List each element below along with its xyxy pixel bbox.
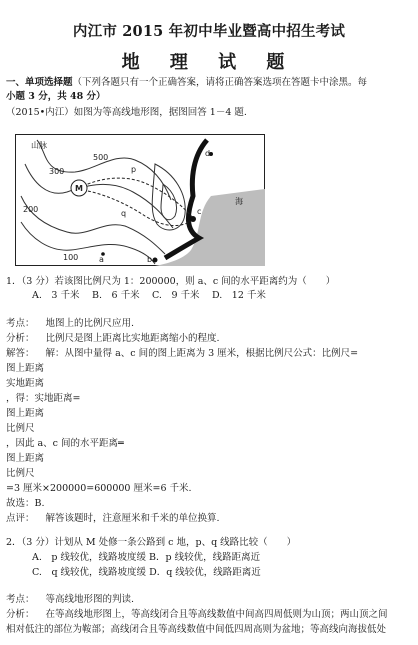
label-p: p [131,165,137,174]
label-q: q [121,209,127,218]
q1-option-b: B. 6 千米 [92,290,140,301]
map-intro: （2015•内江）如图为等高线地形图，据图回答 1－4 题. [6,107,247,118]
section-instruction-line2: 小题 3 分，共 48 分） [6,91,106,102]
q1-analysis-label: 分析： [6,333,35,344]
label-b: b [147,255,153,264]
q1-line-4: 图上距离 [6,408,45,419]
section-instruction-line1 [6,77,367,89]
q1-answer: 故选：B. [6,498,45,509]
q1-line-8: 比例尺 [6,468,35,479]
contour-map [15,134,265,266]
q2-analysis-label: 分析： [6,609,35,620]
q2-analysis-line2: 相对低注的部位为鞍部；高线闭合且等高线数值中间低四周高则为盆地；等高线向海拔低处 [6,624,387,635]
q1-solution-text: 解：从图中量得 a、c 间的图上距离为 3 厘米，根据比例尺公式：比例尺= [45,348,359,359]
q1-option-d: D. 12 千米 [212,290,266,301]
q2-stem: 2．（3 分）计划从 M 处修一条公路到 c 地，p、q 线路比较（ ） [6,537,297,548]
label-100: 100 [63,253,79,262]
q1-line-9: =3 厘米×200000=600000 厘米=6 千米. [6,483,192,494]
exam-title: 内江市 2015 年初中毕业暨高中招生考试 [72,23,346,40]
label-200: 200 [23,205,39,214]
q2-options-row1: A. p 线较优，线路坡度缓 B．p 线较优，线路距离近 [32,552,261,563]
q2-point-text: 等高线地形图的判读. [45,594,135,605]
label-c: c [197,207,202,216]
section-instruction: （下列各题只有一个正确答案，请将正确答案选项在答题卡中涂黑。每 [72,77,368,88]
q2-point-row [6,594,134,606]
contour-map-svg [15,134,265,266]
point-b [153,258,158,263]
q2-analysis-text: 在等高线地形图上，等高线闭合且等高线数值中间高四周低则为山顶；两山顶之间 [45,609,388,620]
q1-comment-label: 点评： [6,513,35,524]
q1-point-text: 地图上的比例尺应用. [45,318,135,329]
q1-line-7: 图上距离 [6,453,45,464]
q1-comment-row [6,513,220,525]
q1-line-5: 比例尺 [6,423,35,434]
q2-analysis-row [6,609,388,621]
label-500: 500 [93,153,109,162]
q1-analysis-text: 比例尺是图上距离比实地距离缩小的程度. [45,333,220,344]
label-a: a [99,255,104,264]
q2-point-label: 考点： [6,594,35,605]
q1-line-1: 图上距离 [6,363,45,374]
q1-line-6: ，因此 a、c 间的水平距离═ [6,438,124,449]
q1-analysis-row [6,333,220,345]
q2-options-row2: C. q 线较优，线路坡度缓 D．q 线较优，线路距离近 [32,567,261,578]
q1-solution-row [6,348,358,360]
label-mountain: 山脉 [31,141,47,150]
q1-line-3: ，得：实地距离= [6,393,81,404]
q1-solution-label: 解答： [6,348,35,359]
q1-point-row [6,318,134,330]
q1-point-label: 考点： [6,318,35,329]
q1-line-2: 实地距离 [6,378,45,389]
label-sea: 海 [235,197,243,206]
q1-option-c: C. 9 千米 [152,290,200,301]
label-d: d [205,149,211,158]
q1-option-a: A. 3 千米 [32,290,80,301]
section-heading: 一、单项选择题 [6,77,73,88]
point-c [190,216,196,222]
label-m: M [75,184,83,193]
label-300: 300 [49,167,65,176]
q1-stem: 1．（3 分）若该图比例尺为 1：200000，则 a、c 间的水平距离约为（ ） [6,276,336,287]
subject-title: 地 理 试 题 [121,52,297,73]
q1-comment-text: 解答该题时，注意厘米和千米的单位换算. [45,513,220,524]
